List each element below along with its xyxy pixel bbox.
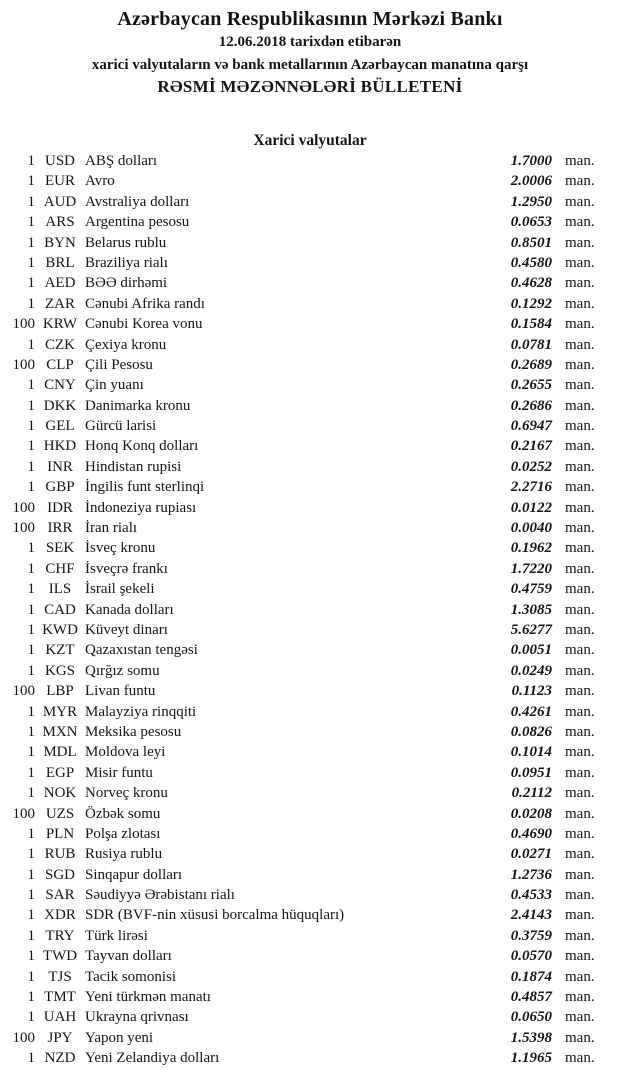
table-row <box>0 620 620 640</box>
currency-code: EUR <box>45 173 75 190</box>
currency-rate: 0.4261 <box>510 703 552 720</box>
currency-rate: 0.4533 <box>510 887 552 904</box>
currency-code: GEL <box>45 418 75 435</box>
table-row <box>0 151 620 171</box>
currency-unit: man. <box>565 785 595 802</box>
currency-name: Argentina pesosu <box>85 214 190 231</box>
bulletin-title: RƏSMİ MƏZƏNNƏLƏRİ BÜLLETENİ <box>157 77 463 96</box>
currency-rate: 0.0570 <box>510 948 552 965</box>
table-row <box>0 416 620 436</box>
currency-name: Livan funtu <box>85 683 156 700</box>
currency-rate: 0.4628 <box>510 275 552 292</box>
currency-code: MDL <box>43 744 77 761</box>
currency-name: Gürcü larisi <box>85 418 157 435</box>
table-row <box>0 681 620 701</box>
currency-quantity: 1 <box>27 642 35 659</box>
currency-unit: man. <box>565 1050 595 1067</box>
table-row <box>0 355 620 375</box>
currency-unit: man. <box>565 153 595 169</box>
currency-name: İsveç kronu <box>85 540 156 557</box>
currency-name: Qazaxıstan tengəsi <box>85 642 198 659</box>
currency-quantity: 1 <box>27 173 35 190</box>
table-row <box>0 396 620 416</box>
currency-unit: man. <box>565 621 595 638</box>
currency-rate: 1.2950 <box>510 193 552 210</box>
currency-rate: 0.2167 <box>510 438 552 455</box>
table-row <box>0 865 620 885</box>
currency-name: Türk lirəsi <box>85 927 148 944</box>
currency-quantity: 1 <box>27 581 35 598</box>
currency-unit: man. <box>565 397 595 414</box>
currency-code: GBP <box>45 479 75 496</box>
currency-code: BRL <box>45 254 75 271</box>
currency-code: ARS <box>45 214 75 231</box>
currency-name: Polşa zlotası <box>85 825 161 842</box>
currency-unit: man. <box>565 723 595 740</box>
currency-code: UAH <box>43 1009 77 1026</box>
currency-name: Cənubi Afrika randı <box>85 295 205 312</box>
currency-code: INR <box>47 458 73 475</box>
currency-name: ABŞ dolları <box>85 153 158 169</box>
currency-name: BƏƏ dirhəmi <box>85 275 168 292</box>
currency-unit: man. <box>565 275 595 292</box>
currency-code: CLP <box>46 356 74 373</box>
currency-unit: man. <box>565 601 595 618</box>
table-row <box>0 1028 620 1048</box>
currency-unit: man. <box>565 356 595 373</box>
currency-name: Braziliya rialı <box>85 254 168 271</box>
table-row <box>0 273 620 293</box>
currency-name: Yeni türkmən manatı <box>85 989 211 1006</box>
table-row <box>0 1048 620 1068</box>
currency-name: Danimarka kronu <box>85 397 191 414</box>
table-row <box>0 722 620 742</box>
currency-code: TRY <box>45 927 75 944</box>
currency-name: Belarus rublu <box>85 234 167 251</box>
currency-quantity: 1 <box>27 214 35 231</box>
table-row <box>0 885 620 905</box>
currency-quantity: 1 <box>27 866 35 883</box>
currency-name: Misir funtu <box>85 764 153 781</box>
currency-quantity: 1 <box>27 927 35 944</box>
currency-unit: man. <box>565 234 595 251</box>
table-row <box>0 294 620 314</box>
currency-rate: 0.4580 <box>510 254 552 271</box>
currency-quantity: 100 <box>12 683 35 700</box>
currency-quantity: 1 <box>27 662 35 679</box>
currency-unit: man. <box>565 887 595 904</box>
currency-rate: 0.0249 <box>510 662 552 679</box>
currency-unit: man. <box>565 907 595 924</box>
currency-name: Avstraliya dolları <box>85 193 190 210</box>
currency-unit: man. <box>565 418 595 435</box>
currency-unit: man. <box>565 316 595 333</box>
currency-code: UZS <box>45 805 75 822</box>
currency-unit: man. <box>565 479 595 496</box>
currency-name: Yapon yeni <box>85 1029 154 1046</box>
currency-rate: 0.4857 <box>510 989 552 1006</box>
currency-rate: 0.0826 <box>510 723 552 740</box>
currency-rate: 0.2686 <box>510 397 552 414</box>
currency-quantity: 100 <box>12 805 35 822</box>
currency-name: İran rialı <box>85 520 138 537</box>
currency-rate: 0.0781 <box>510 336 552 353</box>
currency-quantity: 1 <box>27 968 35 985</box>
currency-quantity: 1 <box>27 254 35 271</box>
currency-unit: man. <box>565 520 595 537</box>
table-row <box>0 192 620 212</box>
currency-code: DKK <box>43 397 77 414</box>
currency-unit: man. <box>565 458 595 475</box>
currency-quantity: 100 <box>12 499 35 516</box>
table-row <box>0 905 620 925</box>
currency-rate: 1.7220 <box>510 560 552 577</box>
currency-unit: man. <box>565 540 595 557</box>
currency-code: KRW <box>42 316 78 333</box>
currency-unit: man. <box>565 927 595 944</box>
currency-rate: 0.4690 <box>510 825 552 842</box>
table-row <box>0 375 620 395</box>
table-row <box>0 987 620 1007</box>
currency-quantity: 1 <box>27 744 35 761</box>
currency-rate: 1.1965 <box>510 1050 552 1067</box>
table-row <box>0 498 620 518</box>
currency-rate: 0.1962 <box>510 540 552 557</box>
currency-code: AED <box>44 275 76 292</box>
table-row <box>0 335 620 355</box>
currency-unit: man. <box>565 968 595 985</box>
currency-quantity: 1 <box>27 601 35 618</box>
currency-name: İngilis funt sterlinqi <box>85 479 205 496</box>
currency-name: Qırğız somu <box>85 662 160 679</box>
currency-code: ILS <box>48 581 72 598</box>
currency-unit: man. <box>565 254 595 271</box>
currency-unit: man. <box>565 173 595 190</box>
currency-unit: man. <box>565 764 595 781</box>
currency-unit: man. <box>565 560 595 577</box>
table-row <box>0 824 620 844</box>
currency-rate: 0.2689 <box>510 356 552 373</box>
table-row <box>0 518 620 538</box>
currency-unit: man. <box>565 295 595 312</box>
currency-code: TJS <box>48 968 72 985</box>
currency-name: Meksika pesosu <box>85 723 182 740</box>
currency-code: TMT <box>44 989 76 1006</box>
currency-code: CZK <box>45 336 75 353</box>
currency-name: Küveyt dinarı <box>85 621 168 638</box>
currency-rate: 2.4143 <box>510 907 552 924</box>
currency-code: KZT <box>45 642 75 659</box>
currency-rate: 1.5398 <box>510 1029 552 1046</box>
currency-name: Avro <box>85 173 115 190</box>
currency-rate: 0.0650 <box>510 1009 552 1026</box>
currency-name: Ukrayna qrivnası <box>85 1009 189 1026</box>
currency-name: Tayvan dolları <box>85 948 172 965</box>
currency-unit: man. <box>565 1009 595 1026</box>
currency-name: İsrail şekeli <box>85 581 155 598</box>
table-row <box>0 477 620 497</box>
currency-quantity: 1 <box>27 560 35 577</box>
table-row <box>0 559 620 579</box>
currency-name: Çexiya kronu <box>85 336 167 353</box>
currency-name: SDR (BVF-nin xüsusi borcalma hüquqları) <box>85 907 345 924</box>
currency-quantity: 1 <box>27 825 35 842</box>
currency-code: BYN <box>44 234 76 251</box>
currency-unit: man. <box>565 683 595 700</box>
currency-code: CAD <box>44 601 76 618</box>
currency-quantity: 1 <box>27 723 35 740</box>
currency-rate: 2.2716 <box>510 479 552 496</box>
exchange-rates-table <box>0 151 620 1069</box>
currency-rate: 1.3085 <box>510 601 552 618</box>
currency-quantity: 1 <box>27 887 35 904</box>
currency-unit: man. <box>565 662 595 679</box>
table-row <box>0 600 620 620</box>
section-title-foreign-currencies: Xarici valyutalar <box>253 132 367 149</box>
currency-rate: 1.2736 <box>510 866 552 883</box>
currency-rate: 0.2655 <box>510 377 552 394</box>
currency-rate: 0.4759 <box>510 581 552 598</box>
currency-unit: man. <box>565 989 595 1006</box>
currency-code: KWD <box>42 621 78 638</box>
currency-quantity: 1 <box>27 989 35 1006</box>
currency-rate: 0.1292 <box>510 295 552 312</box>
currency-rate: 0.8501 <box>510 234 552 251</box>
currency-quantity: 1 <box>27 418 35 435</box>
currency-quantity: 1 <box>27 1009 35 1026</box>
currency-code: NOK <box>43 785 77 802</box>
table-row <box>0 233 620 253</box>
table-row <box>0 804 620 824</box>
currency-code: SEK <box>45 540 75 557</box>
currency-name: Norveç kronu <box>85 785 168 802</box>
currency-quantity: 1 <box>27 846 35 863</box>
table-row <box>0 967 620 987</box>
currency-quantity: 100 <box>12 316 35 333</box>
currency-quantity: 100 <box>12 356 35 373</box>
currency-code: USD <box>44 153 75 169</box>
currency-name: Çin yuanı <box>85 377 144 394</box>
currency-unit: man. <box>565 846 595 863</box>
currency-name: Hindistan rupisi <box>85 458 182 475</box>
currency-name: Rusiya rublu <box>85 846 163 863</box>
currency-rate: 0.0271 <box>510 846 552 863</box>
currency-unit: man. <box>565 948 595 965</box>
table-row <box>0 457 620 477</box>
currency-quantity: 100 <box>12 520 35 537</box>
currency-unit: man. <box>565 825 595 842</box>
currency-code: CHF <box>45 560 75 577</box>
currency-quantity: 1 <box>27 438 35 455</box>
table-row <box>0 579 620 599</box>
effective-date-line: 12.06.2018 tarixdən etibarən <box>218 34 402 50</box>
currency-unit: man. <box>565 336 595 353</box>
table-row <box>0 212 620 232</box>
currency-quantity: 1 <box>27 295 35 312</box>
currency-code: SAR <box>45 887 75 904</box>
currency-rate: 1.7000 <box>510 153 552 169</box>
currency-unit: man. <box>565 744 595 761</box>
currency-quantity: 1 <box>27 540 35 557</box>
table-row <box>0 946 620 966</box>
currency-quantity: 100 <box>12 1029 35 1046</box>
currency-quantity: 1 <box>27 397 35 414</box>
table-row <box>0 783 620 803</box>
currency-quantity: 1 <box>27 1050 35 1067</box>
currency-rate: 0.3759 <box>510 927 552 944</box>
currency-code: MXN <box>42 723 78 740</box>
currency-unit: man. <box>565 1029 595 1046</box>
currency-rate: 0.1014 <box>510 744 552 761</box>
currency-unit: man. <box>565 377 595 394</box>
currency-code: ZAR <box>45 295 75 312</box>
currency-name: Cənubi Korea vonu <box>85 316 203 333</box>
currency-name: Kanada dolları <box>85 601 174 618</box>
table-row <box>0 314 620 334</box>
currency-rate: 0.6947 <box>510 418 552 435</box>
currency-unit: man. <box>565 581 595 598</box>
currency-quantity: 1 <box>27 193 35 210</box>
document-header <box>0 0 620 98</box>
currency-name: Moldova leyi <box>85 744 166 761</box>
currency-name: Sinqapur dolları <box>85 866 183 883</box>
currency-unit: man. <box>565 642 595 659</box>
currency-code: PLN <box>45 825 75 842</box>
currency-quantity: 1 <box>27 336 35 353</box>
currency-unit: man. <box>565 438 595 455</box>
table-row <box>0 640 620 660</box>
currency-rate: 5.6277 <box>510 621 552 638</box>
currency-unit: man. <box>565 193 595 210</box>
currency-rate: 0.2112 <box>511 785 552 802</box>
currency-code: XDR <box>44 907 76 924</box>
currency-unit: man. <box>565 866 595 883</box>
currency-rate: 0.0951 <box>510 764 552 781</box>
currency-code: JPY <box>47 1029 73 1046</box>
currency-name: İndoneziya rupiası <box>85 499 197 516</box>
currency-code: KGS <box>44 662 75 679</box>
currency-quantity: 1 <box>27 703 35 720</box>
currency-name: Tacik somonisi <box>85 968 177 985</box>
currency-name: Çili Pesosu <box>85 356 153 373</box>
currency-rate: 2.0006 <box>510 173 552 190</box>
currency-rate: 0.0208 <box>510 805 552 822</box>
currency-code: HKD <box>43 438 77 455</box>
table-row <box>0 742 620 762</box>
currency-code: TWD <box>42 948 78 965</box>
currency-name: Malayziya rinqqiti <box>85 703 197 720</box>
currency-code: IDR <box>47 499 73 516</box>
table-row <box>0 763 620 783</box>
currency-unit: man. <box>565 499 595 516</box>
currency-rate: 0.0653 <box>510 214 552 231</box>
currency-name: Səudiyyə Ərəbistanı rialı <box>85 887 235 904</box>
currency-quantity: 1 <box>27 621 35 638</box>
currency-rate: 0.1584 <box>510 316 552 333</box>
currency-rate: 0.0122 <box>510 499 552 516</box>
currency-quantity: 1 <box>27 458 35 475</box>
bulletin-subtitle: xarici valyutaların və bank metallarının Azərbaycan manatına qarşı <box>91 57 529 73</box>
currency-unit: man. <box>565 214 595 231</box>
currency-name: İsveçrə frankı <box>85 560 168 577</box>
currency-rate: 0.0051 <box>510 642 552 659</box>
currency-quantity: 1 <box>27 907 35 924</box>
table-row <box>0 661 620 681</box>
currency-quantity: 1 <box>27 479 35 496</box>
table-row <box>0 702 620 722</box>
currency-rate: 0.1874 <box>510 968 552 985</box>
currency-code: AUD <box>43 193 77 210</box>
table-row <box>0 436 620 456</box>
currency-code: NZD <box>44 1050 76 1067</box>
currency-unit: man. <box>565 703 595 720</box>
table-row <box>0 171 620 191</box>
currency-name: Yeni Zelandiya dolları <box>85 1050 220 1067</box>
table-row <box>0 926 620 946</box>
table-row <box>0 1007 620 1027</box>
currency-quantity: 1 <box>27 948 35 965</box>
currency-rate: 0.0040 <box>510 520 552 537</box>
currency-rate: 0.0252 <box>510 458 552 475</box>
table-row <box>0 253 620 273</box>
currency-code: IRR <box>47 520 73 537</box>
currency-code: LBP <box>46 683 74 700</box>
bank-name-title: Azərbaycan Respublikasının Mərkəzi Bankı <box>117 8 503 30</box>
currency-code: SGD <box>44 866 75 883</box>
currency-rate: 0.1123 <box>511 683 552 700</box>
currency-name: Özbək somu <box>85 805 161 822</box>
table-row <box>0 538 620 558</box>
currency-name: Honq Konq dolları <box>85 438 199 455</box>
currency-code: EGP <box>45 764 75 781</box>
currency-quantity: 1 <box>27 275 35 292</box>
currency-quantity: 1 <box>27 153 35 169</box>
currency-quantity: 1 <box>27 785 35 802</box>
currency-unit: man. <box>565 805 595 822</box>
currency-quantity: 1 <box>27 764 35 781</box>
currency-quantity: 1 <box>27 234 35 251</box>
currency-code: MYR <box>42 703 78 720</box>
table-row <box>0 844 620 864</box>
currency-code: RUB <box>44 846 76 863</box>
currency-code: CNY <box>44 377 76 394</box>
currency-quantity: 1 <box>27 377 35 394</box>
